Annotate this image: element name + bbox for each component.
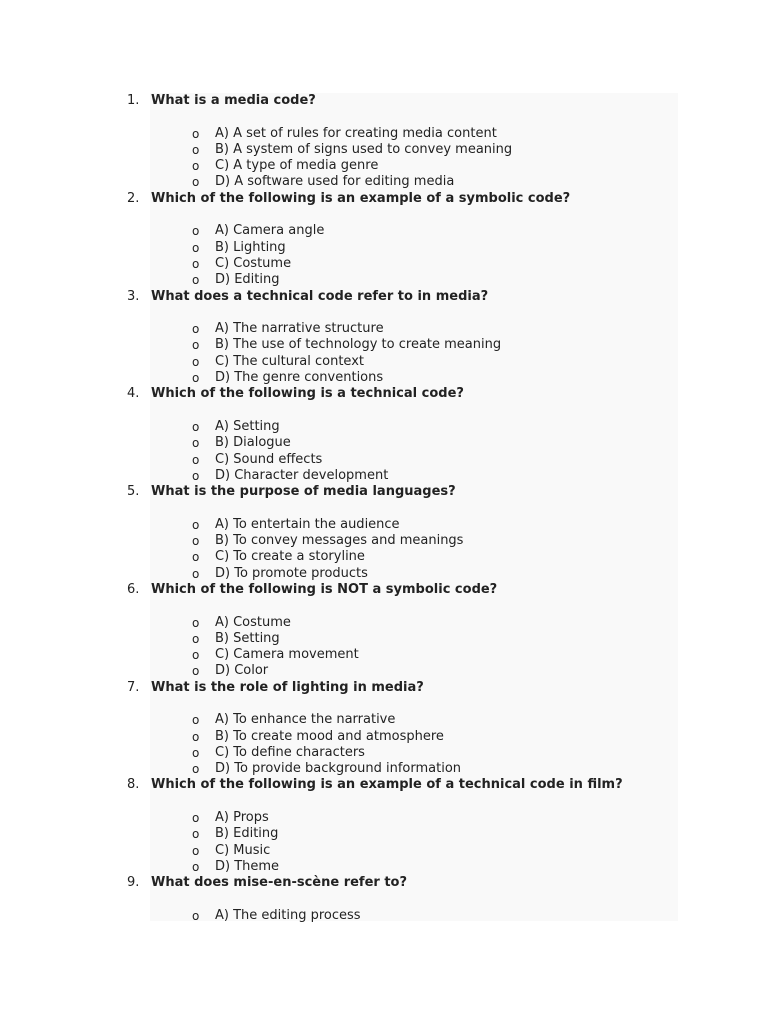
question-text: Which of the following is an example of a symbolic code? <box>151 190 571 206</box>
option-text: A) To entertain the audience <box>215 516 400 532</box>
option-text: D) To promote products <box>215 565 368 581</box>
option-text: B) Lighting <box>215 239 286 255</box>
option-text: C) The cultural context <box>215 353 364 369</box>
question-spacer <box>0 500 768 516</box>
option-text: C) Sound effects <box>215 451 323 467</box>
question-text: What does a technical code refer to in media? <box>151 288 489 304</box>
answer-option <box>0 745 768 761</box>
answer-option <box>0 419 768 435</box>
answer-option <box>0 370 768 386</box>
bullet-circle-icon: o <box>192 843 200 858</box>
question-text: What does mise-en-scène refer to? <box>151 875 408 891</box>
quiz-list <box>0 93 768 924</box>
answer-option <box>0 435 768 451</box>
option-text: A) To enhance the narrative <box>215 712 396 728</box>
answer-option <box>0 566 768 582</box>
answer-option <box>0 256 768 272</box>
bullet-circle-icon: o <box>192 631 200 646</box>
answer-option <box>0 533 768 549</box>
answer-option <box>0 158 768 174</box>
bullet-circle-icon: o <box>192 371 200 386</box>
option-text: D) Editing <box>215 272 280 288</box>
question-6 <box>0 582 768 598</box>
bullet-circle-icon: o <box>192 468 200 483</box>
bullet-circle-icon: o <box>192 811 200 826</box>
answer-option <box>0 517 768 533</box>
option-text: D) The genre conventions <box>215 370 384 386</box>
question-text: Which of the following is a technical code? <box>151 386 464 402</box>
answer-option <box>0 712 768 728</box>
answer-option <box>0 321 768 337</box>
question-number: 8. <box>127 777 140 793</box>
answer-option <box>0 908 768 924</box>
bullet-circle-icon: o <box>192 224 200 239</box>
option-text: A) Props <box>215 810 269 826</box>
answer-option <box>0 631 768 647</box>
option-text: A) Camera angle <box>215 223 325 239</box>
bullet-circle-icon: o <box>192 745 200 760</box>
answer-option <box>0 240 768 256</box>
answer-option <box>0 272 768 288</box>
question-number: 9. <box>127 875 140 891</box>
answer-option <box>0 468 768 484</box>
bullet-circle-icon: o <box>192 827 200 842</box>
option-text: B) A system of signs used to convey meaning <box>215 141 513 157</box>
answer-option <box>0 843 768 859</box>
option-text: A) Setting <box>215 418 280 434</box>
option-text: D) Theme <box>215 858 280 874</box>
bullet-circle-icon: o <box>192 142 200 157</box>
option-text: D) To provide background information <box>215 761 462 777</box>
bullet-circle-icon: o <box>192 664 200 679</box>
option-text: B) The use of technology to create meaning <box>215 337 502 353</box>
bullet-circle-icon: o <box>192 729 200 744</box>
option-text: C) Music <box>215 842 271 858</box>
option-text: A) The narrative structure <box>215 321 384 337</box>
bullet-circle-icon: o <box>192 517 200 532</box>
question-3 <box>0 289 768 305</box>
question-number: 7. <box>127 679 140 695</box>
question-number: 2. <box>127 190 140 206</box>
bullet-circle-icon: o <box>192 550 200 565</box>
answer-option <box>0 729 768 745</box>
bullet-circle-icon: o <box>192 566 200 581</box>
question-number: 3. <box>127 288 140 304</box>
question-1 <box>0 93 768 109</box>
option-text: A) Costume <box>215 614 291 630</box>
question-4 <box>0 386 768 402</box>
answer-option <box>0 452 768 468</box>
bullet-circle-icon: o <box>192 648 200 663</box>
bullet-circle-icon: o <box>192 159 200 174</box>
answer-option <box>0 859 768 875</box>
answer-option <box>0 174 768 190</box>
question-spacer <box>0 696 768 712</box>
question-spacer <box>0 892 768 908</box>
question-number: 6. <box>127 581 140 597</box>
answer-option <box>0 647 768 663</box>
question-spacer <box>0 305 768 321</box>
question-number: 5. <box>127 484 140 500</box>
answer-option <box>0 549 768 565</box>
option-text: B) Dialogue <box>215 435 291 451</box>
answer-option <box>0 663 768 679</box>
question-5 <box>0 484 768 500</box>
question-text: What is the purpose of media languages? <box>151 484 456 500</box>
bullet-circle-icon: o <box>192 322 200 337</box>
answer-option <box>0 337 768 353</box>
option-text: B) To convey messages and meanings <box>215 533 464 549</box>
question-number: 1. <box>127 93 140 108</box>
question-spacer <box>0 207 768 223</box>
question-9 <box>0 875 768 891</box>
question-text: Which of the following is NOT a symbolic code? <box>151 581 498 597</box>
answer-option <box>0 761 768 777</box>
question-spacer <box>0 403 768 419</box>
bullet-circle-icon: o <box>192 175 200 190</box>
question-spacer <box>0 598 768 614</box>
question-7 <box>0 680 768 696</box>
option-text: A) A set of rules for creating media content <box>215 125 497 141</box>
question-number: 4. <box>127 386 140 402</box>
bullet-circle-icon: o <box>192 452 200 467</box>
bullet-circle-icon: o <box>192 256 200 271</box>
bullet-circle-icon: o <box>192 354 200 369</box>
answer-option <box>0 826 768 842</box>
bullet-circle-icon: o <box>192 240 200 255</box>
bullet-circle-icon: o <box>192 859 200 874</box>
question-text: What is the role of lighting in media? <box>151 679 424 695</box>
option-text: D) A software used for editing media <box>215 174 455 190</box>
question-2 <box>0 191 768 207</box>
option-text: B) Editing <box>215 826 279 842</box>
option-text: C) Costume <box>215 255 292 271</box>
option-text: D) Color <box>215 663 269 679</box>
option-text: B) Setting <box>215 630 280 646</box>
question-text: What is a media code? <box>151 93 316 108</box>
answer-option <box>0 126 768 142</box>
answer-option <box>0 615 768 631</box>
answer-option <box>0 354 768 370</box>
question-spacer <box>0 109 768 125</box>
option-text: C) A type of media genre <box>215 158 379 174</box>
bullet-circle-icon: o <box>192 126 200 141</box>
bullet-circle-icon: o <box>192 419 200 434</box>
bullet-circle-icon: o <box>192 534 200 549</box>
question-8 <box>0 777 768 793</box>
bullet-circle-icon: o <box>192 762 200 777</box>
option-text: D) Character development <box>215 467 389 483</box>
question-text: Which of the following is an example of a technical code in film? <box>151 777 623 793</box>
answer-option <box>0 810 768 826</box>
bullet-circle-icon: o <box>192 338 200 353</box>
option-text: C) Camera movement <box>215 647 359 663</box>
question-spacer <box>0 794 768 810</box>
option-text: C) To create a storyline <box>215 549 365 565</box>
bullet-circle-icon: o <box>192 615 200 630</box>
option-text: B) To create mood and atmosphere <box>215 728 444 744</box>
answer-option <box>0 142 768 158</box>
answer-option <box>0 223 768 239</box>
option-text: A) The editing process <box>215 907 361 923</box>
bullet-circle-icon: o <box>192 273 200 288</box>
bullet-circle-icon: o <box>192 713 200 728</box>
bullet-circle-icon: o <box>192 908 200 923</box>
option-text: C) To define characters <box>215 744 365 760</box>
bullet-circle-icon: o <box>192 436 200 451</box>
